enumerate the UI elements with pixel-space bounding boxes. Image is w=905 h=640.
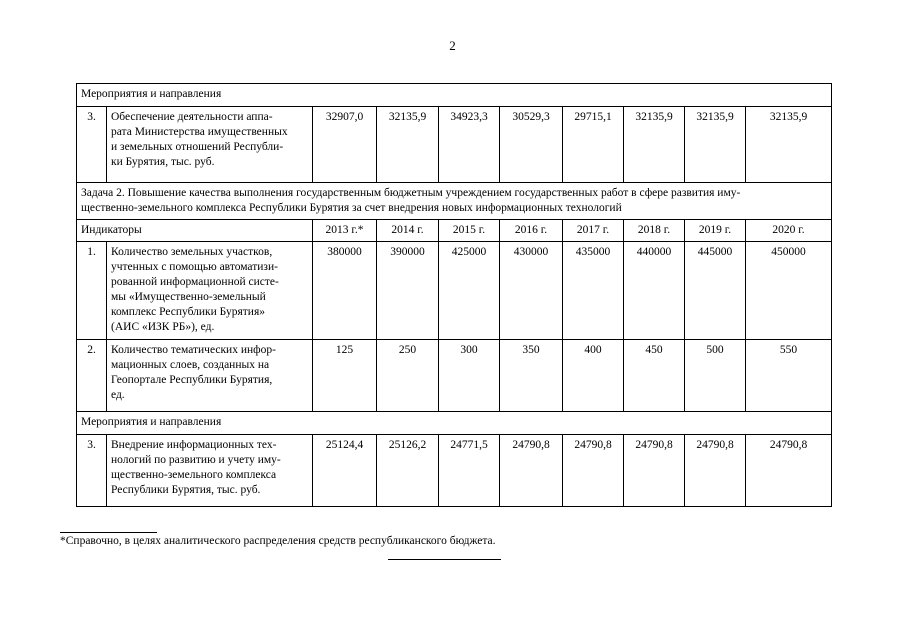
- value-cell: 400: [563, 340, 624, 412]
- value-cell: 24790,8: [746, 435, 832, 507]
- end-divider: [388, 559, 501, 560]
- row-description: [107, 242, 313, 340]
- description-line: щественно-земельного комплекса: [111, 469, 277, 481]
- value-cell: 29715,1: [563, 107, 624, 183]
- value-cell: 24771,5: [439, 435, 500, 507]
- row-number: 3.: [77, 435, 107, 507]
- value-cell: 25126,2: [377, 435, 439, 507]
- description-line: Республики Бурятия, тыс. руб.: [111, 484, 261, 496]
- footnote: *Справочно, в целях аналитического распределения средств республиканского бюджета.: [60, 535, 496, 547]
- table-row: [77, 242, 832, 340]
- task-line: Задача 2. Повышение качества выполнения государственным бюджетным учреждением государственных работ в сфере развития иму-: [81, 187, 741, 199]
- description-line: Количество земельных участков,: [111, 246, 273, 258]
- page-number: 2: [449, 38, 456, 53]
- section-label: Мероприятия и направления: [77, 412, 832, 435]
- row-number: 1.: [77, 242, 107, 340]
- footnote-divider: [60, 532, 157, 533]
- value-cell: 32907,0: [313, 107, 377, 183]
- value-cell: 350: [500, 340, 563, 412]
- value-cell: 24790,8: [563, 435, 624, 507]
- description-line: Обеспечение деятельности аппа-: [111, 111, 273, 123]
- description-line: Геопортале Республики Бурятия,: [111, 374, 273, 386]
- value-cell: 25124,4: [313, 435, 377, 507]
- description-line: рата Министерства имущественных: [111, 126, 288, 138]
- value-cell: 32135,9: [377, 107, 439, 183]
- value-cell: 34923,3: [439, 107, 500, 183]
- year-header: 2016 г.: [500, 220, 563, 242]
- value-cell: 24790,8: [685, 435, 746, 507]
- value-cell: 435000: [563, 242, 624, 340]
- value-cell: 450000: [746, 242, 832, 340]
- year-header: 2015 г.: [439, 220, 500, 242]
- task-row: [77, 183, 832, 220]
- value-cell: 24790,8: [500, 435, 563, 507]
- value-cell: 300: [439, 340, 500, 412]
- indicators-label: Индикаторы: [77, 220, 313, 242]
- year-header: 2013 г.*: [313, 220, 377, 242]
- year-header: 2014 г.: [377, 220, 439, 242]
- description-line: комплекс Республики Бурятия»: [111, 306, 265, 318]
- description-line: и земельных отношений Республи-: [111, 141, 284, 153]
- description-line: Количество тематических инфор-: [111, 344, 276, 356]
- description-line: нологий по развитию и учету иму-: [111, 454, 281, 466]
- year-header: 2017 г.: [563, 220, 624, 242]
- year-header: 2019 г.: [685, 220, 746, 242]
- section-label: Мероприятия и направления: [77, 84, 832, 107]
- description-line: мы «Имущественно-земельный: [111, 291, 266, 303]
- value-cell: 445000: [685, 242, 746, 340]
- value-cell: 550: [746, 340, 832, 412]
- description-line: ед.: [111, 389, 125, 401]
- value-cell: 390000: [377, 242, 439, 340]
- description-line: ки Бурятия, тыс. руб.: [111, 156, 215, 168]
- task-line: щественно-земельного комплекса Республики Бурятия за счет внедрения новых информационных технологий: [81, 202, 622, 214]
- table-row: [77, 340, 832, 412]
- description-line: рованной информационной систе-: [111, 276, 279, 288]
- value-cell: 430000: [500, 242, 563, 340]
- table-row: [77, 435, 832, 507]
- value-cell: 125: [313, 340, 377, 412]
- section-header-row: [77, 84, 832, 107]
- year-header: 2020 г.: [746, 220, 832, 242]
- value-cell: 32135,9: [685, 107, 746, 183]
- description-line: (АИС «ИЗК РБ»), ед.: [111, 321, 215, 333]
- row-number: 3.: [77, 107, 107, 183]
- value-cell: 450: [624, 340, 685, 412]
- row-description: [107, 107, 313, 183]
- row-number: 2.: [77, 340, 107, 412]
- task-description: [77, 183, 832, 220]
- value-cell: 32135,9: [624, 107, 685, 183]
- description-line: мационных слоев, созданных на: [111, 359, 270, 371]
- section-header-row: [77, 412, 832, 435]
- value-cell: 440000: [624, 242, 685, 340]
- value-cell: 425000: [439, 242, 500, 340]
- year-header: 2018 г.: [624, 220, 685, 242]
- value-cell: 500: [685, 340, 746, 412]
- value-cell: 380000: [313, 242, 377, 340]
- table-row: [77, 107, 832, 183]
- value-cell: 32135,9: [746, 107, 832, 183]
- row-description: [107, 435, 313, 507]
- value-cell: 24790,8: [624, 435, 685, 507]
- description-line: Внедрение информационных тех-: [111, 439, 277, 451]
- description-line: учтенных с помощью автоматизи-: [111, 261, 278, 273]
- program-indicators-table: [76, 83, 832, 507]
- value-cell: 250: [377, 340, 439, 412]
- row-description: [107, 340, 313, 412]
- indicators-header-row: [77, 220, 832, 242]
- value-cell: 30529,3: [500, 107, 563, 183]
